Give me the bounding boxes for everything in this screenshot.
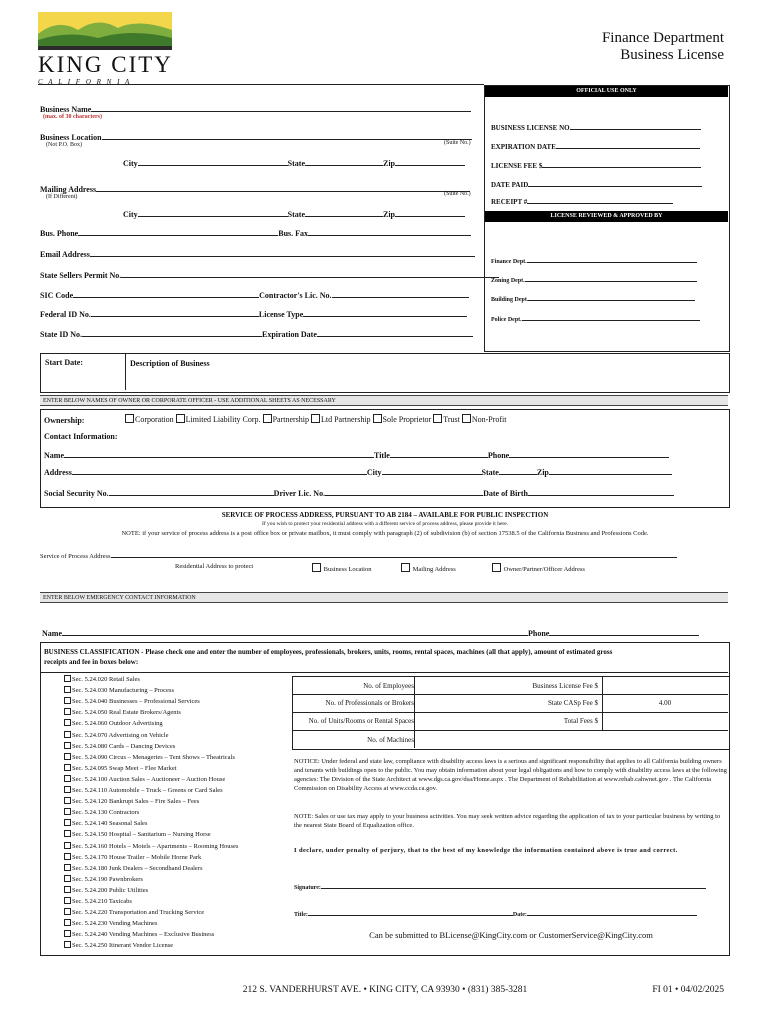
mailing-field[interactable]	[96, 183, 470, 192]
emergency-row: Name Phone	[42, 627, 699, 638]
footer-address: 212 S. VANDERHURST AVE. • KING CITY, CA 93930 • (831) 385-3281	[242, 985, 528, 995]
ordinance-checkbox[interactable]	[64, 786, 71, 793]
state-id-row: State ID No. Expiration Date	[40, 328, 473, 339]
page-title: Finance Department	[601, 30, 724, 46]
corporation-checkbox[interactable]	[125, 414, 134, 423]
total-fees-label: Total Fees $	[563, 717, 598, 725]
business-location-checkbox[interactable]	[312, 563, 321, 572]
employees-label: No. of Employees	[363, 682, 414, 690]
tax-notice: NOTE: Sales or use tax may apply to your business activities. You may seek written advice regarding the application of tax to your particular business by writing to the nearest State Board of Equalization office.	[294, 813, 721, 829]
service-note: NOTE: if your service of process address is a post office box or private mailbox, it must comply with paragraph (2) of subdivision (b) of section 17538.5 of the California Business and Professions Code.	[121, 530, 649, 537]
footer-form-id: FI 01 • 04/02/2025	[652, 985, 724, 995]
police-dept-label: Police Dept.	[491, 312, 700, 323]
zip-field-1[interactable]	[395, 157, 465, 166]
partnership-checkbox[interactable]	[263, 414, 272, 423]
mailing-label: Mailing Address	[40, 183, 470, 194]
ordinance-checkbox[interactable]	[64, 897, 71, 904]
ordinance-label: Sec. 5.24.160 Hotels – Motels – Apartments – Rooming Houses	[72, 842, 239, 850]
federal-row: Federal ID No. License Type	[40, 308, 467, 319]
ownership-options: Corporation Limited Liability Corp. Partnership Ltd Partnership Sole Proprietor Trust Non-Profit	[125, 414, 507, 424]
ordinance-item[interactable]	[64, 719, 163, 727]
classification-rule	[40, 672, 728, 673]
classification-heading: BUSINESS CLASSIFICATION - Please check one and enter the number of employees, professionals, brokers, units, rooms, rental spaces, machines (all that apply), amount of estimated gross receipts and fee in boxes below:	[44, 648, 613, 666]
city-field-1[interactable]	[138, 157, 288, 166]
ordinance-label: Sec. 5.24.030 Manufacturing – Process	[72, 687, 174, 695]
owner-band: ENTER BELOW NAMES OF OWNER OR CORPORATE OFFICER - USE ADDITIONAL SHEETS AS NECESSARY	[40, 395, 728, 406]
units-label: No. of Units/Rooms or Rental Spaces	[308, 717, 414, 725]
state-field-2[interactable]	[305, 208, 383, 217]
ordinance-label: Sec. 5.24.020 Retail Sales	[72, 676, 140, 683]
bus-fax-field[interactable]	[308, 227, 471, 236]
ordinance-item[interactable]	[64, 819, 147, 827]
ordinance-checkbox[interactable]	[64, 864, 71, 871]
police-dept-field[interactable]	[522, 312, 700, 321]
trust-checkbox[interactable]	[433, 414, 442, 423]
date-paid-label: DATE PAID	[491, 178, 702, 189]
ownership-label: Ownership:	[44, 416, 85, 425]
service-subtext: If you wish to protect your residential address with a different service of process address, please provide it here.	[261, 521, 509, 527]
expiration-label: EXPIRATION DATE	[491, 140, 700, 151]
ordinance-item[interactable]	[64, 786, 223, 794]
ordinance-label: Sec. 5.24.040 Businesses – Professional Services	[72, 698, 200, 706]
ltd-partnership-checkbox[interactable]	[311, 414, 320, 423]
start-date-label: Start Date:	[45, 358, 83, 367]
date-paid-field[interactable]	[528, 178, 702, 187]
ordinance-item[interactable]	[64, 941, 173, 949]
sic-field[interactable]	[73, 289, 259, 298]
owner-title-field[interactable]	[390, 449, 488, 458]
ordinance-item[interactable]	[64, 731, 168, 739]
reviewed-bar: LICENSE REVIEWED & APPROVED BY	[485, 211, 728, 222]
page-subtitle: Business License	[620, 47, 724, 63]
ordinance-label: Sec. 5.24.170 House Trailer – Mobile Horne Park	[72, 853, 202, 861]
king-city-logo-art	[38, 12, 172, 52]
dob-field[interactable]	[528, 487, 674, 496]
owner-name-row: Name Title Phone	[44, 449, 669, 460]
receipt-field[interactable]	[527, 195, 673, 204]
license-fee-label: Business License Fee $	[532, 682, 598, 690]
declaration: I declare, under penalty of perjury, that to the best of my knowledge the information contained above is true and correct.	[294, 847, 678, 854]
ordinance-label: Sec. 5.24.110 Automobile – Truck – Greens or Card Sales	[72, 787, 223, 794]
description-label: Description of Business	[130, 359, 210, 368]
ordinance-item[interactable]	[64, 919, 157, 927]
ordinance-checkbox[interactable]	[64, 775, 71, 782]
ordinance-item[interactable]	[64, 830, 211, 838]
ordinance-item[interactable]	[64, 875, 143, 883]
ordinance-item[interactable]	[64, 742, 175, 750]
ordinance-label: Sec. 5.24.095 Swap Meet – Flee Market	[72, 764, 177, 772]
ordinance-checkbox[interactable]	[64, 875, 71, 882]
sole-proprietor-checkbox[interactable]	[373, 414, 382, 423]
logo	[38, 12, 172, 84]
ordinance-checkbox[interactable]	[64, 742, 71, 749]
if-different-note: (If Different)	[46, 194, 78, 200]
owner-address-field[interactable]	[72, 466, 367, 475]
llc-checkbox[interactable]	[176, 414, 185, 423]
grid-row-line-1	[292, 694, 728, 695]
ordinance-label: Sec. 5.24.240 Vending Machines – Exclusive Business	[72, 931, 215, 939]
finance-dept-label: Finance Dept.	[491, 254, 697, 265]
ordinance-item[interactable]	[64, 697, 200, 705]
ordinance-checkbox[interactable]	[64, 719, 71, 726]
ordinance-checkbox[interactable]	[64, 930, 71, 937]
ordinance-item[interactable]	[64, 764, 177, 772]
ordinance-item[interactable]	[64, 930, 214, 938]
phone-row: Bus. Phone Bus. Fax	[40, 227, 471, 238]
ordinance-label: Sec. 5.24.140 Seasonal Sales	[72, 820, 148, 828]
finance-dept-field[interactable]	[527, 254, 697, 263]
business-location-label: Business Location	[40, 131, 472, 142]
ordinance-item[interactable]	[64, 686, 174, 694]
non-profit-checkbox[interactable]	[462, 414, 471, 423]
ordinance-label: Sec. 5.24.250 Itinerant Vendor License	[72, 942, 174, 950]
service-option-1: Business Location	[312, 563, 371, 573]
business-name-field[interactable]	[91, 103, 471, 112]
ordinance-checkbox[interactable]	[64, 731, 71, 738]
top-rule	[38, 84, 484, 85]
fee-label: LICENSE FEE $	[491, 159, 701, 170]
ordinance-item[interactable]	[64, 897, 132, 905]
ordinance-checkbox[interactable]	[64, 886, 71, 893]
ordinance-item[interactable]	[64, 853, 201, 861]
logo-name: KING CITY	[38, 52, 173, 77]
receipt-label: RECEIPT #	[491, 195, 673, 206]
ordinance-label: Sec. 5.24.230 Vending Machines	[72, 920, 158, 928]
ordinance-label: Sec. 5.24.190 Pawnbrokers	[72, 875, 143, 883]
ordinance-checkbox[interactable]	[64, 842, 71, 849]
ordinance-label: Sec. 5.24.200 Public Utilities	[72, 886, 149, 894]
ordinance-item[interactable]	[64, 864, 203, 872]
official-use-bar: OFFICIAL USE ONLY	[485, 86, 728, 97]
residential-label: Residential Address to protect	[175, 563, 254, 570]
service-address-field[interactable]	[111, 549, 677, 558]
ordinance-item[interactable]	[64, 753, 235, 761]
zoning-dept-field[interactable]	[525, 273, 697, 282]
ordinance-label: Sec. 5.24.180 Junk Dealers – Secondhand Dealers	[72, 864, 203, 872]
ssn-field[interactable]	[109, 487, 274, 496]
business-location-field[interactable]	[102, 131, 472, 140]
ordinance-label: Sec. 5.24.090 Circus – Menageries – Tent Shows – Theatricals	[72, 753, 235, 761]
sellers-field[interactable]	[121, 269, 499, 278]
city-row-1: City State Zip	[123, 157, 465, 168]
ordinance-checkbox[interactable]	[64, 853, 71, 860]
fee-field[interactable]	[542, 159, 701, 168]
service-heading: SERVICE OF PROCESS ADDRESS, PURSUANT TO AB 2184 – AVAILABLE FOR PUBLIC INSPECTION	[221, 511, 549, 519]
owner-address-checkbox[interactable]	[492, 563, 501, 572]
ordinance-checkbox[interactable]	[64, 697, 71, 704]
zoning-dept-label: Zoning Dept.	[491, 273, 697, 284]
owner-state-field[interactable]	[499, 466, 537, 475]
email-label: Email Address	[40, 248, 475, 259]
ordinance-label: Sec. 5.24.060 Outdoor Advertising	[72, 720, 163, 728]
emergency-name-field[interactable]	[62, 627, 528, 636]
ordinance-item[interactable]	[64, 775, 225, 783]
emergency-phone-field[interactable]	[549, 627, 699, 636]
casp-fee-value: 4.00	[658, 699, 672, 707]
signature-row: Signature:	[294, 880, 706, 891]
machines-label: No. of Machines	[367, 736, 414, 744]
owner-zip-field[interactable]	[549, 466, 672, 475]
disability-notice: NOTICE: Under federal and state law, compliance with disability access laws is a serious and significant responsibility that applies to all California building owners and tenants with buildings open to the public. You may obtain information about your legal obligations and how to comply with disability access laws at the following agencies: The Division of the State Architect at www.dgs.ca.gov/dsa/Home.aspx . The Department of Rehabilitation at www.rehab.cahwnet.gov . The California Commission on Disability Access at www.ccda.ca.gov.	[294, 758, 727, 792]
submit-note: Can be submitted to BLicense@KingCity.com or CustomerService@KingCity.com	[369, 930, 653, 940]
service-option-3: Owner/Partner/Officer Address	[492, 563, 585, 573]
sellers-label: State Sellers Permit No.	[40, 269, 499, 280]
ordinance-item[interactable]	[64, 808, 139, 816]
ordinance-checkbox[interactable]	[64, 908, 71, 915]
city-field-2[interactable]	[138, 208, 288, 217]
max-chars-note: (max. of 30 characters)	[43, 114, 102, 120]
federal-field[interactable]	[91, 308, 259, 317]
ordinance-item[interactable]	[64, 842, 238, 850]
ordinance-checkbox[interactable]	[64, 708, 71, 715]
ordinance-checkbox[interactable]	[64, 819, 71, 826]
ordinance-checkbox[interactable]	[64, 675, 71, 682]
ordinance-label: Sec. 5.24.120 Bankrupt Sales – Fire Sales – Fees	[72, 798, 200, 806]
owner-address-row: Address City State Zip	[44, 466, 672, 477]
service-address-label: Service of Process Address	[40, 549, 677, 560]
ordinance-label: Sec. 5.24.080 Cards – Dancing Devices	[72, 742, 176, 750]
owner-ssn-row: Social Security No. Driver Lic. No. Date of Birth	[44, 487, 674, 498]
ordinance-item[interactable]	[64, 708, 181, 716]
license-no-label: BUSINESS LICENSE NO.	[491, 121, 701, 132]
expiration-field[interactable]	[556, 140, 700, 149]
ordinance-item[interactable]	[64, 797, 199, 805]
owner-city-field[interactable]	[382, 466, 482, 475]
suite-note-2: (Suite No.)	[444, 191, 471, 197]
zip-field-2[interactable]	[395, 208, 465, 217]
business-name-label: Business Name	[40, 103, 471, 114]
suite-note: (Suite No.)	[444, 140, 471, 146]
ordinance-checkbox[interactable]	[64, 830, 71, 837]
sic-row: SIC Code Contractor's Lic. No.	[40, 289, 469, 300]
ordinance-item[interactable]	[64, 675, 140, 683]
building-dept-label: Building Dept.	[491, 292, 695, 303]
not-po-note: (Not P.O. Box)	[46, 142, 83, 148]
mailing-address-checkbox[interactable]	[401, 563, 410, 572]
contact-info-label: Contact Information:	[44, 432, 118, 441]
ordinance-label: Sec. 5.24.070 Advertising on Vehicle	[72, 731, 169, 739]
sign-date-field[interactable]	[527, 907, 697, 916]
ordinance-checkbox[interactable]	[64, 919, 71, 926]
ordinance-label: Sec. 5.24.100 Auction Sales – Auctioneer – Auction House	[72, 775, 226, 783]
exp-date-field[interactable]	[317, 328, 473, 337]
ordinance-checkbox[interactable]	[64, 764, 71, 771]
ordinance-item[interactable]	[64, 886, 148, 894]
signature-field[interactable]	[321, 880, 706, 889]
ordinance-label: Sec. 5.24.150 Hospital – Sanitarium – Nursing Horse	[72, 831, 211, 839]
casp-fee-label: State CASp Fee $	[548, 699, 598, 707]
owner-name-field[interactable]	[64, 449, 374, 458]
ordinance-checkbox[interactable]	[64, 797, 71, 804]
sign-title-field[interactable]	[308, 907, 513, 916]
driver-field[interactable]	[325, 487, 483, 496]
license-type-field[interactable]	[303, 308, 467, 317]
grid-row-line-2	[292, 712, 728, 713]
ordinance-checkbox[interactable]	[64, 753, 71, 760]
bus-phone-field[interactable]	[78, 227, 278, 236]
emergency-band: ENTER BELOW EMERGENCY CONTACT INFORMATION	[40, 592, 728, 603]
professionals-label: No. of Professionals or Brokers	[325, 699, 414, 707]
logo-subtitle: C A L I F O R N I A	[38, 78, 132, 86]
state-id-field[interactable]	[82, 328, 262, 337]
ordinance-label: Sec. 5.24.050 Real Estate Brokers/Agents	[72, 709, 181, 717]
ordinance-item[interactable]	[64, 908, 204, 916]
ordinance-label: Sec. 5.24.130 Contractors	[72, 809, 140, 817]
service-option-2: Mailing Address	[401, 563, 456, 573]
ordinance-label: Sec. 5.24.220 Transportation and Trucking Service	[72, 909, 205, 917]
city-row-2: City State Zip	[123, 208, 465, 219]
email-field[interactable]	[90, 248, 475, 257]
license-no-field[interactable]	[571, 121, 701, 130]
ordinance-checkbox[interactable]	[64, 941, 71, 948]
grid-row-line-3	[292, 730, 728, 731]
title-date-row: Title: Date:	[294, 907, 697, 918]
owner-phone-field[interactable]	[509, 449, 669, 458]
ordinance-checkbox[interactable]	[64, 686, 71, 693]
ordinance-checkbox[interactable]	[64, 808, 71, 815]
ordinance-label: Sec. 5.24.210 Taxicabs	[72, 898, 132, 905]
contractor-field[interactable]	[332, 289, 469, 298]
state-field-1[interactable]	[305, 157, 383, 166]
building-dept-field[interactable]	[528, 292, 695, 301]
